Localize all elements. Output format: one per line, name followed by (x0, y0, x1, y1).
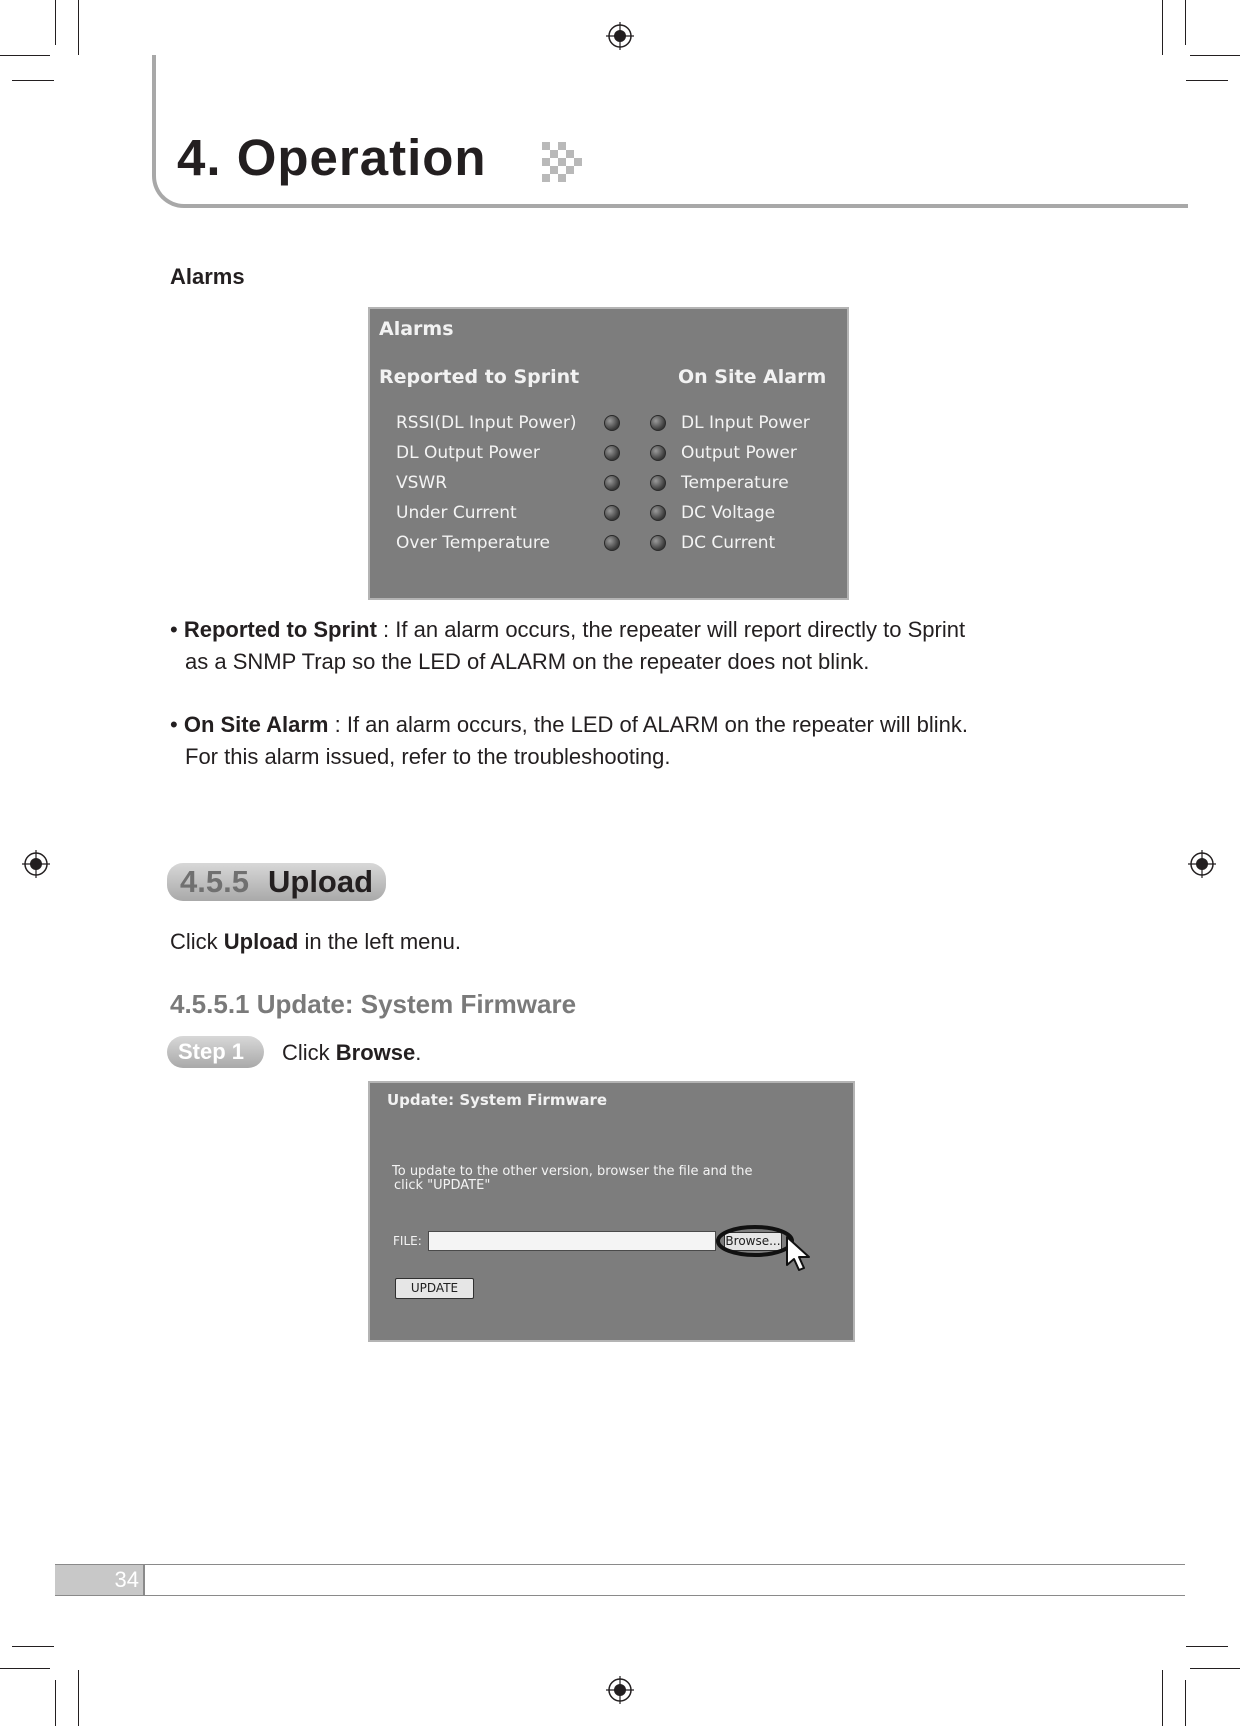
crop-mark (0, 55, 50, 56)
crop-mark (55, 0, 56, 45)
reported-to-sprint-header: Reported to Sprint (379, 366, 580, 388)
alarm-led-icon (604, 475, 620, 491)
mouse-cursor-icon (784, 1235, 814, 1275)
crop-mark (1186, 1646, 1228, 1647)
firmware-description: To update to the other version, browser the file and the (392, 1164, 753, 1179)
alarm-label: DL Input Power (681, 413, 810, 433)
registration-mark-icon (22, 850, 50, 878)
alarm-label: DC Voltage (681, 503, 776, 523)
footer-rule (55, 1595, 1185, 1596)
crop-mark (1190, 1668, 1240, 1669)
file-input[interactable] (428, 1231, 716, 1251)
section-title: Upload (268, 864, 374, 899)
alarm-led-icon (604, 505, 620, 521)
crop-mark (55, 1680, 56, 1726)
crop-mark (12, 1646, 54, 1647)
alarm-led-icon (650, 505, 666, 521)
firmware-panel-title: Update: System Firmware (387, 1091, 608, 1109)
alarm-label: DC Current (681, 533, 776, 553)
bullet-text: For this alarm issued, refer to the troubleshooting. (185, 744, 671, 769)
footer-rule (55, 1564, 1185, 1565)
crop-mark (1190, 55, 1240, 56)
checker-arrow-icon (542, 142, 586, 182)
upload-instruction (170, 926, 461, 958)
step-instruction (282, 1037, 421, 1069)
alarms-panel-title: Alarms (379, 318, 454, 340)
bullet-marker: • (170, 617, 184, 642)
crop-mark (78, 0, 79, 55)
alarms-heading: Alarms (170, 264, 245, 289)
step-label: Step 1 (178, 1039, 245, 1064)
instruction-text: in the left menu. (298, 929, 461, 954)
browse-button[interactable]: Browse... (724, 1232, 782, 1251)
crop-mark (1186, 80, 1228, 81)
alarm-led-icon (650, 445, 666, 461)
registration-mark-icon (606, 22, 634, 50)
firmware-panel-screenshot (368, 1081, 855, 1342)
step-text: Click (282, 1040, 336, 1065)
bullet-reported-to-sprint (170, 614, 965, 678)
crop-mark (1162, 0, 1163, 55)
bullet-text: : If an alarm occurs, the repeater will report directly to Sprint (376, 617, 966, 642)
alarms-panel-screenshot (368, 307, 849, 600)
bullet-text: as a SNMP Trap so the LED of ALARM on the repeater does not blink. (185, 649, 870, 674)
crop-mark (1162, 1670, 1163, 1726)
firmware-description: click "UPDATE" (394, 1178, 491, 1193)
chapter-title: 4. Operation (177, 129, 487, 186)
alarm-label: Output Power (681, 443, 797, 463)
alarm-label: VSWR (396, 473, 448, 493)
bullet-term: Reported to Sprint (183, 617, 377, 642)
subsection-title: 4.5.5.1 Update: System Firmware (170, 989, 577, 1019)
footer-divider (143, 1564, 145, 1596)
file-label: FILE: (393, 1234, 422, 1248)
registration-mark-icon (1188, 850, 1216, 878)
alarm-led-icon (604, 535, 620, 551)
bullet-text: : If an alarm occurs, the LED of ALARM on the repeater will blink. (328, 712, 969, 737)
crop-mark (0, 1668, 50, 1669)
alarm-label: Under Current (396, 503, 517, 523)
crop-mark (1185, 0, 1186, 45)
on-site-alarm-header: On Site Alarm (678, 366, 827, 388)
instruction-text: Click (170, 929, 224, 954)
alarm-label: Over Temperature (396, 533, 550, 553)
alarm-led-icon (650, 475, 666, 491)
step-bold: Browse (335, 1040, 416, 1065)
bullet-marker: • (170, 712, 184, 737)
update-button[interactable]: UPDATE (395, 1278, 474, 1299)
instruction-bold: Upload (223, 929, 299, 954)
crop-mark (78, 1670, 79, 1726)
alarm-led-icon (650, 535, 666, 551)
alarm-label: RSSI(DL Input Power) (396, 413, 577, 433)
bullet-on-site-alarm (170, 709, 968, 773)
page-number: 34 (114, 1567, 139, 1592)
registration-mark-icon (606, 1676, 634, 1704)
alarm-led-icon (604, 445, 620, 461)
alarm-label: Temperature (681, 473, 789, 493)
step-text: . (415, 1040, 422, 1065)
alarm-label: DL Output Power (396, 443, 540, 463)
alarm-led-icon (604, 415, 620, 431)
bullet-term: On Site Alarm (183, 712, 329, 737)
crop-mark (12, 80, 54, 81)
alarm-led-icon (650, 415, 666, 431)
section-number: 4.5.5 (180, 864, 249, 899)
crop-mark (1185, 1680, 1186, 1726)
